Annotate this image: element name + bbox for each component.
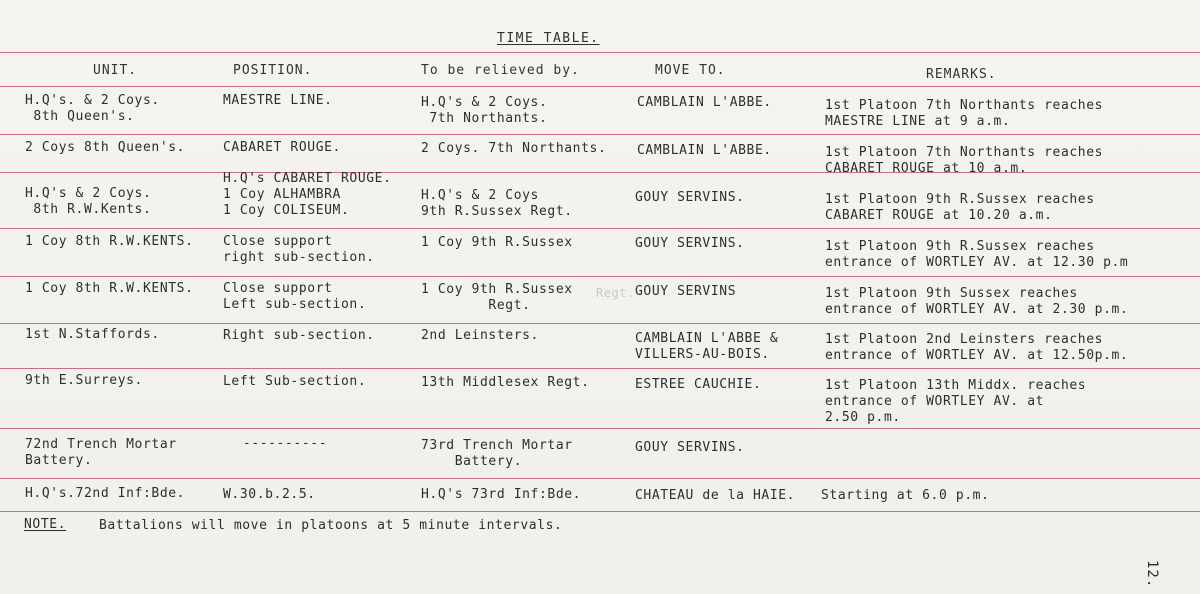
table-cell-position: Close support right sub-section. [223, 234, 375, 265]
table-cell-unit: H.Q's & 2 Coys. 8th R.W.Kents. [25, 186, 152, 217]
table-cell-relieved-by: H.Q's & 2 Coys. 7th Northants. [421, 95, 548, 126]
table-cell-unit: 1 Coy 8th R.W.KENTS. [25, 234, 194, 249]
header-unit: UNIT. [93, 63, 138, 78]
table-cell-unit: 1 Coy 8th R.W.KENTS. [25, 281, 194, 296]
table-cell-remarks: 1st Platoon 9th R.Sussex reaches entrance of WORTLEY AV. at 12.30 p.m [825, 239, 1129, 270]
table-cell-position: CABARET ROUGE. [223, 140, 341, 155]
table-cell-remarks: 1st Platoon 9th Sussex reaches entrance of WORTLEY AV. at 2.30 p.m. [825, 286, 1129, 317]
table-cell-remarks: 1st Platoon 7th Northants reaches CABARET ROUGE at 10 a.m. [825, 145, 1104, 176]
table-cell-move-to: ESTREE CAUCHIE. [635, 377, 762, 392]
table-cell-position: Right sub-section. [223, 328, 375, 343]
table-cell-unit: 1st N.Staffords. [25, 327, 160, 342]
table-cell-position: Left Sub-section. [223, 374, 367, 389]
table-cell-position: Close support Left sub-section. [223, 281, 367, 312]
header-relieved-by: To be relieved by. [421, 63, 580, 78]
header-position: POSITION. [233, 63, 313, 78]
table-cell-move-to: GOUY SERVINS. [635, 236, 745, 251]
table-cell-unit: H.Q's. & 2 Coys. 8th Queen's. [25, 93, 160, 124]
header-remarks: REMARKS. [926, 67, 997, 82]
table-cell-remarks: 1st Platoon 9th R.Sussex reaches CABARET ROUGE at 10.20 a.m. [825, 192, 1095, 223]
table-cell-position: W.30.b.2.5. [223, 487, 316, 502]
table-cell-relieved-by: 2 Coys. 7th Northants. [421, 141, 607, 156]
table-cell-position: MAESTRE LINE. [223, 93, 333, 108]
table-cell-unit: 72nd Trench Mortar Battery. [25, 437, 177, 468]
note-label: NOTE. [24, 517, 67, 532]
table-cell-remarks: 1st Platoon 7th Northants reaches MAESTRE LINE at 9 a.m. [825, 98, 1104, 129]
table-cell-remarks: 1st Platoon 2nd Leinsters reaches entrance of WORTLEY AV. at 12.50p.m. [825, 332, 1129, 363]
table-cell-position: H.Q's CABARET ROUGE. 1 Coy ALHAMBRA 1 Coy COLISEUM. [223, 171, 392, 218]
document-title: TIME TABLE. [497, 31, 600, 46]
table-rule [0, 228, 1200, 229]
table-rule [0, 52, 1200, 53]
header-move-to: MOVE TO. [655, 63, 726, 78]
faint-offset-text: Regt. [596, 286, 635, 300]
table-cell-relieved-by: H.Q's & 2 Coys 9th R.Sussex Regt. [421, 188, 573, 219]
table-cell-move-to: GOUY SERVINS [635, 284, 737, 299]
table-cell-move-to: CAMBLAIN L'ABBE. [637, 95, 772, 110]
table-cell-unit: 9th E.Surreys. [25, 373, 143, 388]
table-cell-relieved-by: 13th Middlesex Regt. [421, 375, 590, 390]
table-cell-unit: H.Q's.72nd Inf:Bde. [25, 486, 186, 501]
table-cell-move-to: CAMBLAIN L'ABBE & VILLERS-AU-BOIS. [635, 331, 779, 362]
table-cell-move-to: GOUY SERVINS. [635, 440, 745, 455]
table-cell-relieved-by: 2nd Leinsters. [421, 328, 539, 343]
table-rule [0, 323, 1200, 324]
page-number: 12. [1144, 560, 1160, 589]
table-cell-move-to: CAMBLAIN L'ABBE. [637, 143, 772, 158]
table-cell-remarks: 1st Platoon 13th Middx. reaches entrance of WORTLEY AV. at 2.50 p.m. [825, 378, 1087, 425]
table-rule [0, 86, 1200, 87]
table-cell-remarks: Starting at 6.0 p.m. [821, 488, 990, 503]
table-cell-relieved-by: 1 Coy 9th R.Sussex [421, 235, 573, 250]
table-cell-unit: 2 Coys 8th Queen's. [25, 140, 186, 155]
table-cell-relieved-by: H.Q's 73rd Inf:Bde. [421, 487, 582, 502]
table-rule [0, 478, 1200, 479]
table-rule [0, 428, 1200, 429]
table-cell-relieved-by: 1 Coy 9th R.Sussex Regt. [421, 282, 573, 313]
table-rule [0, 276, 1200, 277]
table-cell-relieved-by: 73rd Trench Mortar Battery. [421, 438, 573, 469]
table-rule [0, 368, 1200, 369]
table-cell-position: ---------- [226, 436, 328, 451]
table-cell-move-to: CHATEAU de la HAIE. [635, 488, 796, 503]
table-cell-move-to: GOUY SERVINS. [635, 190, 745, 205]
table-rule [0, 134, 1200, 135]
note-text: Battalions will move in platoons at 5 minute intervals. [99, 518, 563, 533]
table-rule [0, 511, 1200, 512]
